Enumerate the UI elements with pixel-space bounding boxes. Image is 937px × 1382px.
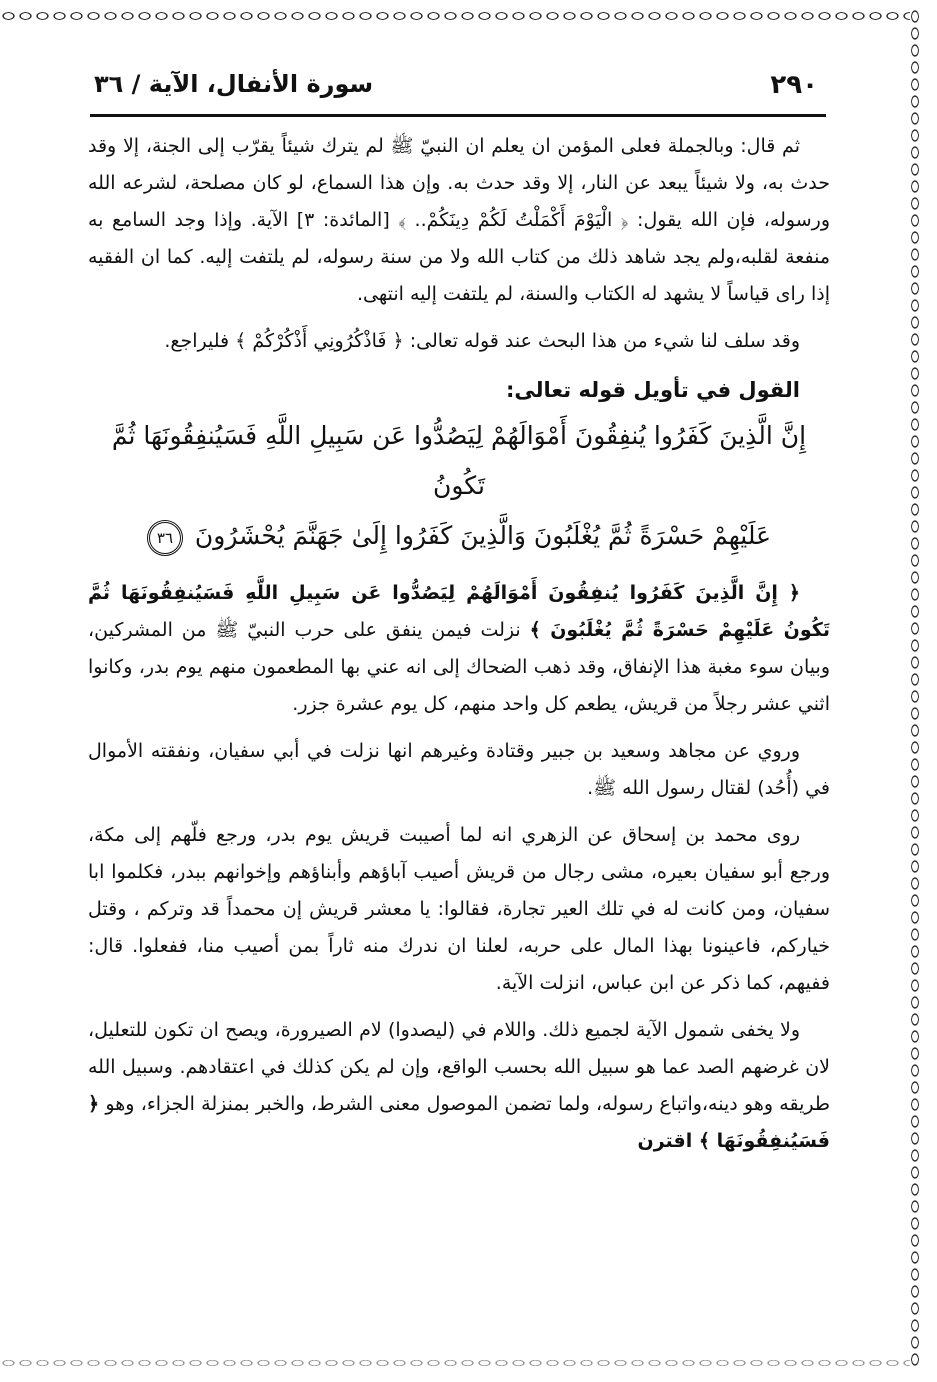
ornamental-border-top	[0, 8, 910, 24]
commentary-text: نزلت فيمن ينفق على حرب النبيّ ﷺ من المشركين، وبيان سوء مغبة هذا الإنفاق، وقد ذهب الضحاك إلى انه عني بها المطعمون منهم يوم بدر، وكانوا اثني عشر رجلاً من قريش، يطعم كل واحد منهم، كل يوم عشرة جزر.	[88, 619, 830, 715]
paragraph: وروي عن مجاهد وسعيد بن جبير وقتادة وغيرهم انها نزلت في أبي سفيان، ونفقته الأموال في (أُحُد) لقتال رسول الله ﷺ.	[88, 740, 830, 799]
quran-verse	[88, 411, 830, 561]
running-title: سورة الأنفال، الآية / ٣٦	[94, 70, 374, 98]
page-header	[90, 60, 826, 117]
paragraph: وقد سلف لنا شيء من هذا البحث عند قوله تعالى: ﴿ فَاذْكُرُونِي أَذْكُرْكُمْ ﴾ فليراجع.	[164, 330, 800, 352]
verse-quote: ﴿ فَسَيُنفِقُونَهَا ﴾	[88, 1093, 830, 1152]
paragraph: ثم قال: وبالجملة فعلى المؤمن ان يعلم ان النبيّ ﷺ لم يترك شيئاً يقرّب إلى الجنة، إلا وقد حدث به، ولا شيئاً يبعد عن النار، إلا وقد حدث به. وإن هذا السماع، لو كان مصلحة، لشرعه الله ورسوله، فإن الله يقول: ﴿ الْيَوْمَ أَكْمَلْتُ لَكُمْ دِينَكُمْ.. ﴾ [المائدة: ٣] الآية. وإذا وجد السامع به منفعة لقلبه،ولم يجد شاهد ذلك من كتاب الله ولا من سنة رسوله، لم يلتفت إليه. كما ان الفقيه إذا راى قياساً لا يشهد له الكتاب والسنة، لم يلتفت إليه انتهى.	[88, 135, 830, 305]
section-heading: القول في تأويل قوله تعالى:	[506, 378, 800, 402]
ornamental-border-right	[907, 8, 923, 1370]
verse-line-text: عَلَيْهِمْ حَسْرَةً ثُمَّ يُغْلَبُونَ وَالَّذِينَ كَفَرُوا إِلَىٰ جَهَنَّمَ يُحْشَرُونَ	[194, 521, 772, 550]
ayah-number-badge: ٣٦	[147, 520, 183, 556]
paragraph-tail: اقترن	[637, 1130, 699, 1152]
commentary-paragraph	[88, 575, 830, 723]
verse-line: إِنَّ الَّذِينَ كَفَرُوا يُنفِقُونَ أَمْوَالَهُمْ لِيَصُدُّوا عَن سَبِيلِ اللَّهِ فَسَيُنفِقُونَهَا ثُمَّ تَكُونُ	[111, 421, 807, 500]
verse-quote: ﴿ إِنَّ الَّذِينَ كَفَرُوا يُنفِقُونَ أَمْوَالَهُمْ لِيَصُدُّوا عَن سَبِيلِ اللَّهِ فَسَيُنفِقُونَهَا ثُمَّ تَكُونُ عَلَيْهِمْ حَسْرَةً ثُمَّ يُغْلَبُونَ ﴾	[88, 582, 830, 641]
verse-line	[88, 511, 830, 561]
paragraph	[88, 1012, 830, 1160]
paragraph-text: ولا يخفى شمول الآية لجميع ذلك. واللام في (ليصدوا) لام الصيرورة، ويصح ان تكون للتعليل، لان غرضهم الصد عما هو سبيل الله بحسب الواقع، وإن لم يكن كذلك في اعتقادهم. وسبيل الله طريقه وهو دينه،واتباع رسوله، ولما تضمن الموصول معنى الشرط، والخبر بمنزلة الجزاء، وهو	[88, 1019, 830, 1115]
paragraph: روى محمد بن إسحاق عن الزهري انه لما أصيبت قريش يوم بدر، ورجع فلّهم إلى مكة، ورجع أبو سفيان بعيره، مشى رجال من قريش أصيب آباؤهم وأبناؤهم وإخوانهم ببدر، فكلموا ابا سفيان، ومن كانت له في تلك العير تجارة، فقالوا: يا معشر قريش إن محمداً قد وتركم ، وقتل خياركم، فاعينونا بهذا المال على حربه، لعلنا ان ندرك منه ثاراً بمن أصيب منا، ففعلوا. قال: ففيهم، كما ذكر عن ابن عباس، انزلت الآية.	[88, 824, 830, 994]
page-body	[88, 128, 830, 1170]
page-number: ٢٩٠	[770, 70, 818, 100]
ornamental-border-bottom	[0, 1356, 910, 1370]
